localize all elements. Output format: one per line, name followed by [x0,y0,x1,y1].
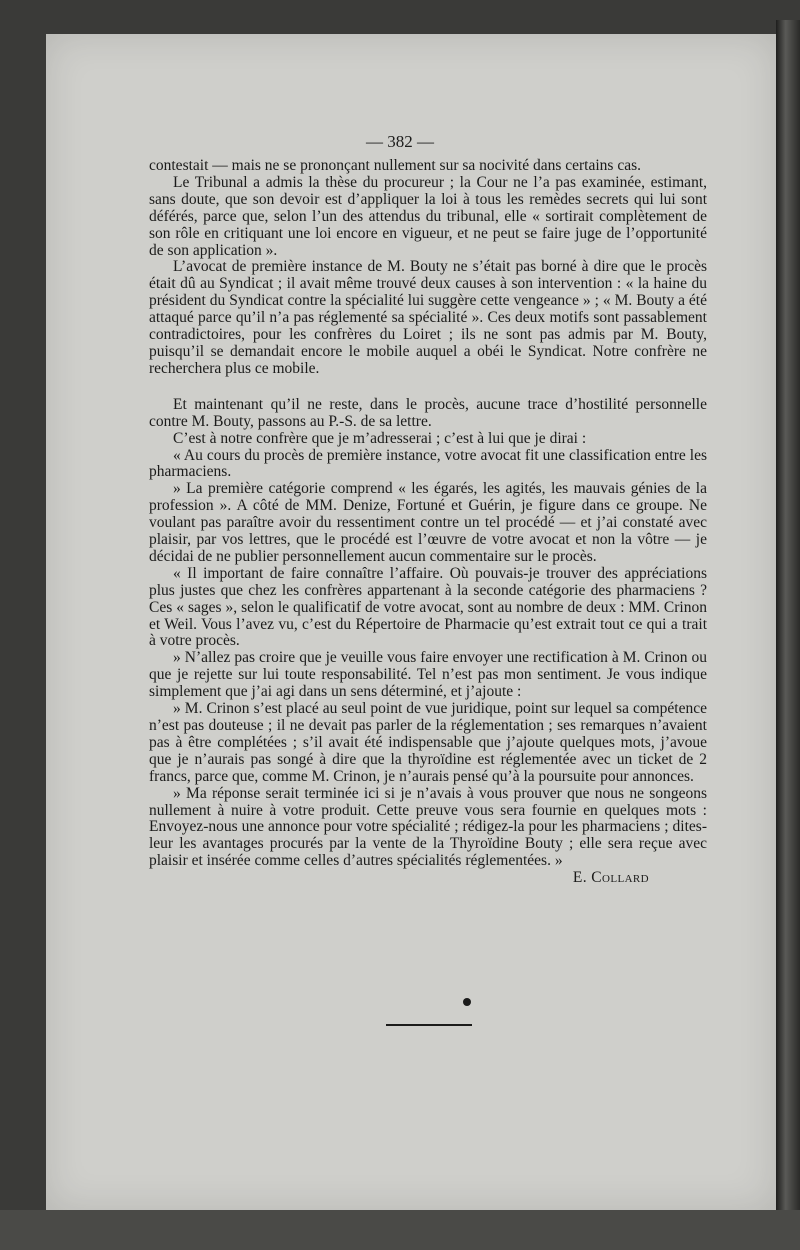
paragraph-3: L’avocat de première instance de M. Bouty ne s’était pas borné à dire que le procès était dû au Syndicat ; il avait même trouvé deux causes à son intervention : « la haine du président du Syndicat contre la spécialité lui suggère cette vengeance » ; « M. Bouty a été attaqué parce qu’il n’a pas réglementé sa spécialité ». Ces deux motifs sont passablement contradictoires, pour les confrères du Loiret ; ils ne sont pas admis par M. Bouty, puisqu’il se demandait encore le mobile auquel a obéi le Syndicat. Notre confrère ne recherchera plus ce mobile. [149,258,707,377]
paragraph-7: » La première catégorie comprend « les égarés, les agités, les mauvais génies de la profession ». A côté de MM. Denize, Fortuné et Guérin, je figure dans ce groupe. Ne voulant pas paraître avoir du ressentiment contre un tel procédé — et j’ai constaté avec plaisir, par vos lettres, que le procédé est l’œuvre de votre avocat et non la vôtre — je décidai de ne publier personnellement aucun commentaire sur le procès. [149,480,707,565]
paragraph-4: Et maintenant qu’il ne reste, dans le procès, aucune trace d’hostilité personnelle contre M. Bouty, passons au P.-S. de sa lettre. [149,395,707,430]
end-rule [386,1024,472,1026]
paragraph-9: » N’allez pas croire que je veuille vous faire envoyer une rectification à M. Crinon ou que je rejette sur lui toute responsabilité. Tel n’est pas mon sentiment. Je vous indique simplement que j’ai agi dans un sens déterminé, et j’ajoute : [149,649,707,701]
book-edge-bottom [0,1210,800,1250]
paragraph-6: « Au cours du procès de première instance, votre avocat fit une classification entre les pharmaciens. [149,446,707,481]
body-text [149,158,707,887]
paragraph-5: C’est à notre confrère que je m’adresserai ; c’est à lui que je dirai : [173,429,587,447]
paragraph-2: Le Tribunal a admis la thèse du procureur ; la Cour ne l’a pas examinée, estimant, sans doute, que son devoir est d’appliquer la loi à tous les remèdes secrets qui lui sont déférés, parce que, selon l’un des attendus du tribunal, elle « sortirait complètement de son rôle en critiquant une loi encore en vigueur, et ne peut se faire juge de l’opportunité de son application ». [149,173,707,259]
paragraph-1: contestait — mais ne se prononçant nullement sur sa nocivité dans certains cas. [149,157,641,174]
book-edge-right [776,20,800,1250]
signature: E. Collard [572,869,649,887]
paragraph-8: « Il important de faire connaître l’affaire. Où pouvais-je trouver des appréciations plus justes que chez les confrères appartenant à la seconde catégorie des pharmaciens ? Ces « sages », selon le qualificatif de votre avocat, sont au nombre de deux : MM. Crinon et Weil. Vous l’avez vu, c’est du Répertoire de Pharmacie qu’est extrait tout ce qui a trait à votre procès. [149,564,707,650]
page-number: — 382 — [366,132,434,151]
paragraph-10: » M. Crinon s’est placé au seul point de vue juridique, point sur lequel sa compétence n’est pas douteuse ; il ne devait pas parler de la réglementation ; ses remarques n’avaient pas à être complétées ; s’il avait été indispensable que j’ajoute quelques mots, j’avoue que je n’aurais pas songé à dire que la thyroïdine est réglementée avec un ticket de 2 francs, parce que, comme M. Crinon, je n’aurais pensé qu’à la poursuite pour annonces. [149,700,707,785]
paragraph-11: » Ma réponse serait terminée ici si je n’avais à vous prouver que nous ne songeons nullement à nuire à votre produit. Cette preuve vous sera fournie en quelques mots : Envoyez-nous une annonce pour votre spécialité ; rédigez-la pour les pharmaciens ; dites-leur les avantages procurés par la vente de la Thyroïdine Bouty ; elle sera reçue avec plaisir et insérée comme celles d’autres spécialités réglementées. » [149,784,707,870]
ornament-dot [463,998,471,1006]
